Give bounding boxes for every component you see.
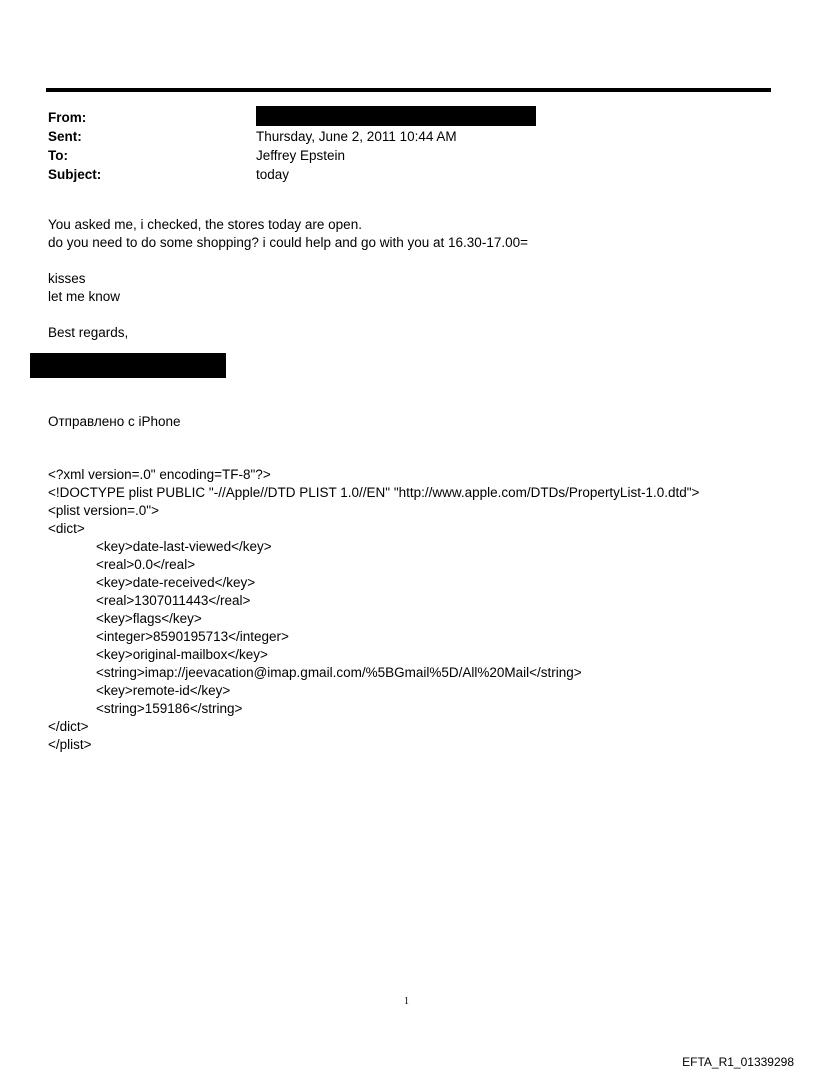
plist-block xyxy=(48,466,699,754)
plist-line: <key>date-last-viewed</key> xyxy=(96,539,272,554)
subject-row xyxy=(48,165,768,184)
sent-row xyxy=(48,127,768,146)
plist-line: <!DOCTYPE plist PUBLIC "-//Apple//DTD PLIST 1.0//EN" "http://www.apple.com/DTDs/PropertyList-1.0.dtd"> xyxy=(48,485,700,500)
plist-line: <?xml version=.0" encoding=TF-8"?> xyxy=(48,467,271,482)
body-line: let me know xyxy=(48,289,121,304)
plist-line: <key>date-received</key> xyxy=(96,575,256,590)
email-body xyxy=(48,216,528,252)
plist-line: <plist version=.0"> xyxy=(48,503,159,518)
to-row xyxy=(48,146,768,165)
plist-line: <key>remote-id</key> xyxy=(96,683,231,698)
from-label: From: xyxy=(48,110,87,125)
plist-line: </dict> xyxy=(48,719,89,734)
signature-redaction xyxy=(30,353,226,378)
plist-line: <dict> xyxy=(48,521,85,536)
email-regards xyxy=(48,324,128,342)
from-redaction xyxy=(256,106,536,126)
body-line: do you need to do some shopping? i could help and go with you at 16.30-17.00= xyxy=(48,235,528,250)
plist-line: <integer>8590195713</integer> xyxy=(96,629,289,644)
page-number: 1 xyxy=(404,996,409,1007)
email-closing xyxy=(48,270,120,306)
plist-line: <string>159186</string> xyxy=(96,701,243,716)
sent-from-text: Отправлено с iPhone xyxy=(48,414,181,429)
body-line: Best regards, xyxy=(48,325,129,340)
sent-from-line xyxy=(48,413,181,431)
plist-line: <key>original-mailbox</key> xyxy=(96,647,268,662)
body-line: You asked me, i checked, the stores today are open. xyxy=(48,217,362,232)
plist-line: </plist> xyxy=(48,737,92,752)
plist-line: <real>1307011443</real> xyxy=(96,593,251,608)
subject-value: today xyxy=(256,167,290,182)
to-label: To: xyxy=(48,148,68,163)
plist-line: <real>0.0</real> xyxy=(96,557,196,572)
subject-label: Subject: xyxy=(48,167,102,182)
plist-line: <string>imap://jeevacation@imap.gmail.com/%5BGmail%5D/All%20Mail</string> xyxy=(96,665,582,680)
plist-line: <key>flags</key> xyxy=(96,611,202,626)
to-value: Jeffrey Epstein xyxy=(256,148,346,163)
sent-label: Sent: xyxy=(48,129,82,144)
document-id: EFTA_R1_01339298 xyxy=(682,1055,794,1069)
header-rule xyxy=(46,88,771,92)
sent-value: Thursday, June 2, 2011 10:44 AM xyxy=(256,129,457,144)
from-row xyxy=(48,108,768,127)
body-line: kisses xyxy=(48,271,86,286)
email-header xyxy=(48,108,768,184)
